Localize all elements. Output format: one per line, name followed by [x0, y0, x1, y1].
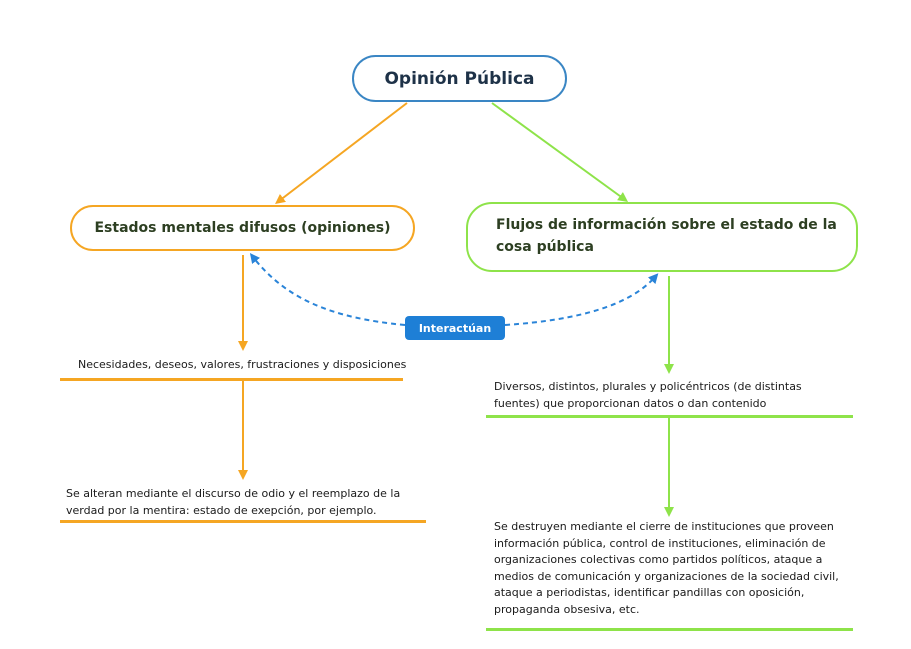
left-subtopic-1[interactable]: Necesidades, deseos, valores, frustraciones y disposiciones [78, 358, 407, 371]
root-topic-label: Opinión Pública [384, 68, 535, 89]
right-subtopic-1[interactable]: Diversos, distintos, plurales y policéntricos (de distintas fuentes) que proporcionan datos o dan contenido [494, 380, 802, 410]
right-subtopic-2-underline [486, 628, 853, 631]
right-subtopic-2[interactable]: Se destruyen mediante el cierre de instituciones que proveen información pública, control de instituciones, eliminación de organizaciones colectivas como partidos políticos, ataque a medios de comunicación y organizaciones de la sociedad civil, ataque a periodistas, identificar pandillas con oposición, propaganda obsesiva, etc. [494, 520, 839, 616]
relation-badge-interactuan[interactable]: Interactúan [405, 316, 505, 340]
topic-flujos-informacion[interactable] [466, 202, 858, 272]
topic-estados-mentales[interactable] [70, 205, 415, 251]
right-subtopic-1-underline [486, 415, 853, 418]
topic-flujos-informacion-label: Flujos de información sobre el estado de la cosa pública [496, 217, 837, 255]
topic-estados-mentales-label: Estados mentales difusos (opiniones) [94, 220, 391, 236]
root-to-left-connector [279, 103, 407, 201]
root-to-right-connector [492, 103, 624, 199]
left-subtopic-1-underline [60, 378, 403, 381]
root-topic[interactable] [352, 55, 567, 102]
interaction-curve-left [253, 257, 405, 325]
interaction-curve-right [505, 277, 655, 325]
left-subtopic-2[interactable]: Se alteran mediante el discurso de odio y el reemplazo de la verdad por la mentira: estado de exepción, por ejemplo. [66, 487, 401, 517]
left-subtopic-2-underline [60, 520, 426, 523]
